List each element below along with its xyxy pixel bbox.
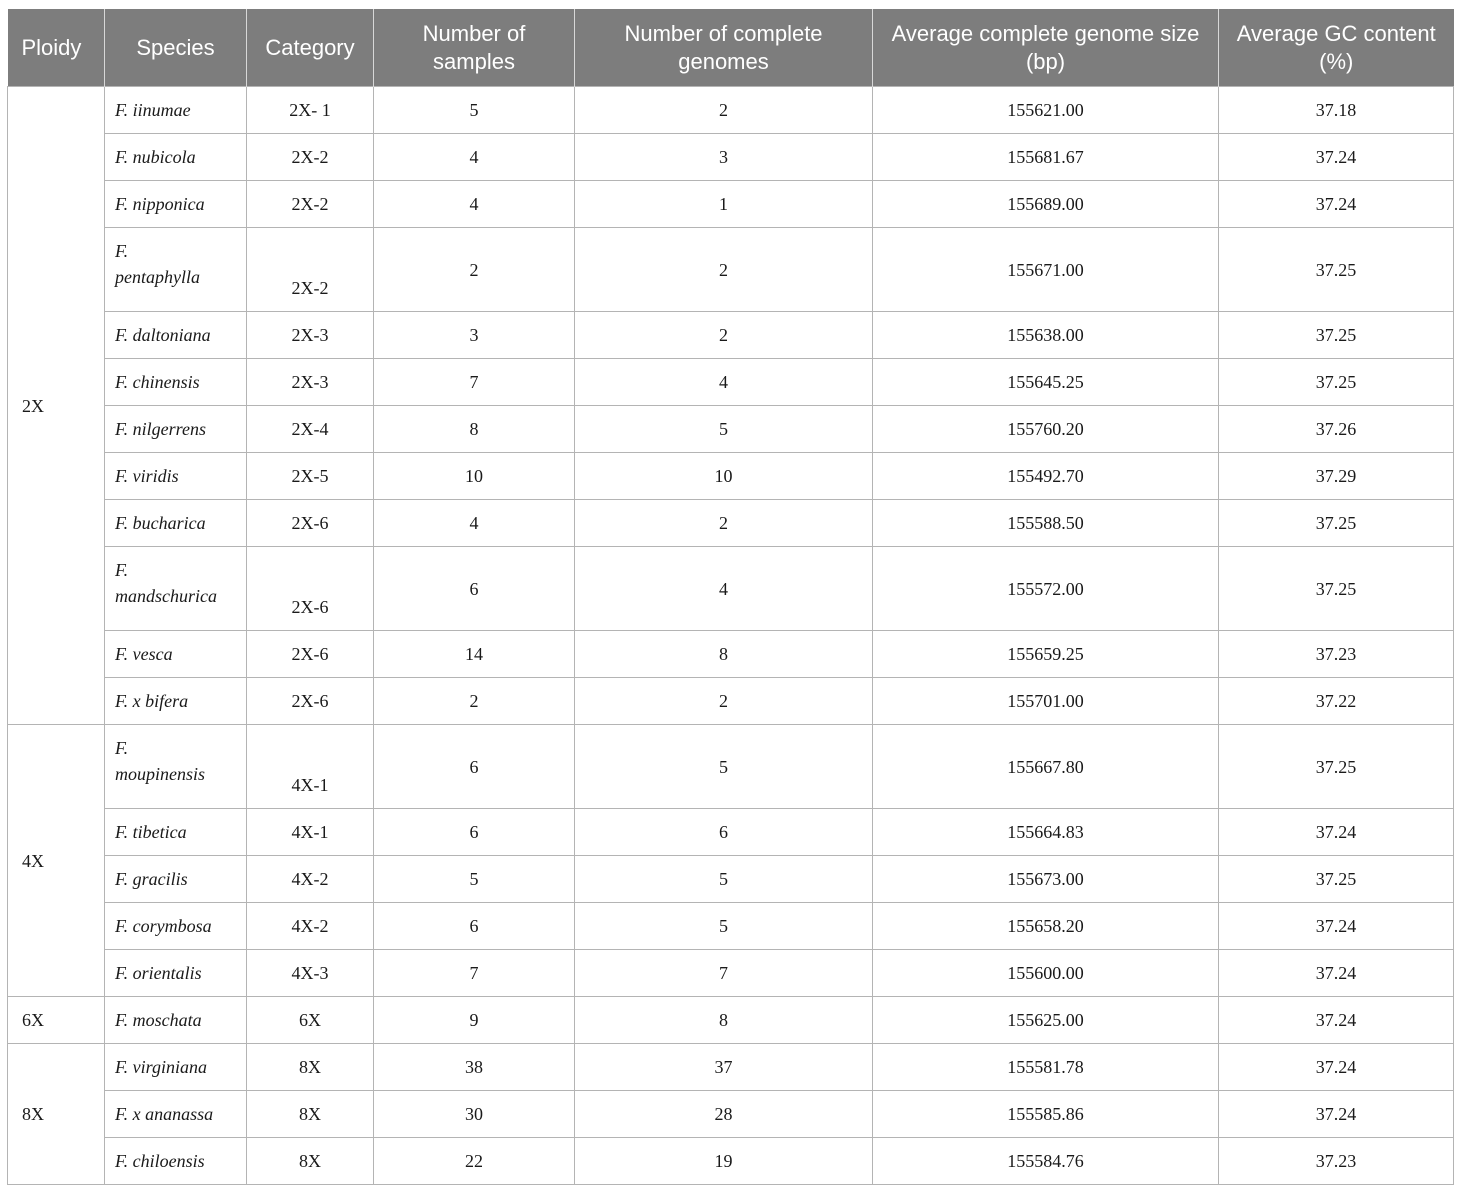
species-cell: F. tibetica xyxy=(105,809,247,856)
genomes-cell: 5 xyxy=(575,725,873,809)
table-row xyxy=(8,547,1454,631)
genomes-cell: 5 xyxy=(575,903,873,950)
gc-content-cell: 37.26 xyxy=(1219,406,1454,453)
gc-content-cell: 37.25 xyxy=(1219,856,1454,903)
genomes-cell: 6 xyxy=(575,809,873,856)
genomes-cell: 10 xyxy=(575,453,873,500)
genome-size-cell: 155673.00 xyxy=(873,856,1219,903)
gc-content-cell: 37.24 xyxy=(1219,181,1454,228)
table-row xyxy=(8,87,1454,134)
species-cell: F. daltoniana xyxy=(105,312,247,359)
genome-size-cell: 155600.00 xyxy=(873,950,1219,997)
species-cell: F. viridis xyxy=(105,453,247,500)
header-category: Category xyxy=(247,9,374,87)
genome-size-cell: 155581.78 xyxy=(873,1044,1219,1091)
table-row xyxy=(8,997,1454,1044)
genome-size-cell: 155645.25 xyxy=(873,359,1219,406)
samples-cell: 9 xyxy=(374,997,575,1044)
species-cell: F. virginiana xyxy=(105,1044,247,1091)
table-row xyxy=(8,453,1454,500)
genomes-cell: 4 xyxy=(575,547,873,631)
species-cell: F. chinensis xyxy=(105,359,247,406)
samples-cell: 38 xyxy=(374,1044,575,1091)
gc-content-cell: 37.25 xyxy=(1219,312,1454,359)
table-row xyxy=(8,725,1454,809)
species-cell: F. vesca xyxy=(105,631,247,678)
species-line: F. xyxy=(115,738,129,758)
genome-size-cell: 155588.50 xyxy=(873,500,1219,547)
table-row xyxy=(8,678,1454,725)
gc-content-cell: 37.22 xyxy=(1219,678,1454,725)
category-cell: 2X-4 xyxy=(247,406,374,453)
samples-cell: 6 xyxy=(374,547,575,631)
genome-size-cell: 155689.00 xyxy=(873,181,1219,228)
header-row xyxy=(8,9,1454,87)
species-cell: F. orientalis xyxy=(105,950,247,997)
gc-content-cell: 37.18 xyxy=(1219,87,1454,134)
table-row xyxy=(8,500,1454,547)
category-cell: 8X xyxy=(247,1091,374,1138)
genome-size-cell: 155658.20 xyxy=(873,903,1219,950)
gc-content-cell: 37.24 xyxy=(1219,809,1454,856)
category-cell: 2X-3 xyxy=(247,312,374,359)
gc-content-cell: 37.25 xyxy=(1219,228,1454,312)
species-cell xyxy=(105,547,247,631)
genome-size-cell: 155584.76 xyxy=(873,1138,1219,1185)
gc-content-cell: 37.24 xyxy=(1219,903,1454,950)
gc-content-cell: 37.25 xyxy=(1219,725,1454,809)
samples-cell: 5 xyxy=(374,87,575,134)
category-cell: 2X-6 xyxy=(247,500,374,547)
genome-size-cell: 155760.20 xyxy=(873,406,1219,453)
table-row xyxy=(8,134,1454,181)
table-row xyxy=(8,1138,1454,1185)
category-cell: 2X-5 xyxy=(247,453,374,500)
genomes-cell: 4 xyxy=(575,359,873,406)
table-row xyxy=(8,1091,1454,1138)
table-row xyxy=(8,406,1454,453)
table-row xyxy=(8,359,1454,406)
genomes-cell: 3 xyxy=(575,134,873,181)
species-cell xyxy=(105,228,247,312)
category-cell: 8X xyxy=(247,1044,374,1091)
genomes-cell: 5 xyxy=(575,406,873,453)
genomes-cell: 8 xyxy=(575,631,873,678)
category-cell: 4X-2 xyxy=(247,903,374,950)
category-cell: 2X-6 xyxy=(247,678,374,725)
species-cell: F. nilgerrens xyxy=(105,406,247,453)
genomes-cell: 2 xyxy=(575,312,873,359)
gc-content-cell: 37.24 xyxy=(1219,1091,1454,1138)
species-line: moupinensis xyxy=(115,764,205,784)
samples-cell: 2 xyxy=(374,228,575,312)
table-row xyxy=(8,950,1454,997)
genomes-cell: 19 xyxy=(575,1138,873,1185)
genome-size-cell: 155701.00 xyxy=(873,678,1219,725)
samples-cell: 2 xyxy=(374,678,575,725)
species-cell: F. gracilis xyxy=(105,856,247,903)
samples-cell: 6 xyxy=(374,903,575,950)
table-row xyxy=(8,228,1454,312)
genome-size-cell: 155572.00 xyxy=(873,547,1219,631)
species-cell: F. moschata xyxy=(105,997,247,1044)
category-cell: 2X-2 xyxy=(247,181,374,228)
ploidy-cell: 8X xyxy=(8,1044,105,1185)
genome-size-cell: 155625.00 xyxy=(873,997,1219,1044)
gc-content-cell: 37.23 xyxy=(1219,1138,1454,1185)
samples-cell: 10 xyxy=(374,453,575,500)
table-row xyxy=(8,1044,1454,1091)
genome-size-cell: 155585.86 xyxy=(873,1091,1219,1138)
category-cell: 2X-2 xyxy=(247,228,374,312)
gc-content-cell: 37.24 xyxy=(1219,997,1454,1044)
header-samples: Number of samples xyxy=(374,9,575,87)
category-cell: 2X- 1 xyxy=(247,87,374,134)
samples-cell: 7 xyxy=(374,950,575,997)
gc-content-cell: 37.24 xyxy=(1219,950,1454,997)
gc-content-cell: 37.25 xyxy=(1219,500,1454,547)
genome-size-cell: 155492.70 xyxy=(873,453,1219,500)
species-cell: F. iinumae xyxy=(105,87,247,134)
category-cell: 2X-2 xyxy=(247,134,374,181)
table-row xyxy=(8,809,1454,856)
category-cell: 4X-1 xyxy=(247,725,374,809)
genomes-cell: 2 xyxy=(575,500,873,547)
header-ploidy: Ploidy xyxy=(8,9,105,87)
species-line: F. xyxy=(115,560,129,580)
category-cell: 2X-6 xyxy=(247,631,374,678)
table-body xyxy=(8,87,1454,1185)
samples-cell: 4 xyxy=(374,134,575,181)
species-line: F. xyxy=(115,241,129,261)
samples-cell: 6 xyxy=(374,809,575,856)
gc-content-cell: 37.25 xyxy=(1219,359,1454,406)
species-cell: F. nipponica xyxy=(105,181,247,228)
ploidy-cell: 6X xyxy=(8,997,105,1044)
category-cell: 4X-2 xyxy=(247,856,374,903)
gc-content-cell: 37.23 xyxy=(1219,631,1454,678)
gc-content-cell: 37.24 xyxy=(1219,134,1454,181)
genomes-cell: 8 xyxy=(575,997,873,1044)
species-line: pentaphylla xyxy=(115,267,200,287)
species-line: mandschurica xyxy=(115,586,217,606)
species-cell xyxy=(105,725,247,809)
genomes-cell: 28 xyxy=(575,1091,873,1138)
samples-cell: 3 xyxy=(374,312,575,359)
category-cell: 6X xyxy=(247,997,374,1044)
genomes-cell: 1 xyxy=(575,181,873,228)
genomes-cell: 2 xyxy=(575,87,873,134)
samples-cell: 4 xyxy=(374,500,575,547)
ploidy-cell: 2X xyxy=(8,87,105,725)
category-cell: 8X xyxy=(247,1138,374,1185)
category-cell: 2X-3 xyxy=(247,359,374,406)
genome-size-cell: 155681.67 xyxy=(873,134,1219,181)
category-cell: 2X-6 xyxy=(247,547,374,631)
genomes-cell: 5 xyxy=(575,856,873,903)
genome-size-cell: 155671.00 xyxy=(873,228,1219,312)
gc-content-cell: 37.25 xyxy=(1219,547,1454,631)
species-cell: F. x ananassa xyxy=(105,1091,247,1138)
table-row xyxy=(8,181,1454,228)
samples-cell: 22 xyxy=(374,1138,575,1185)
header-genome-size: Average complete genome size (bp) xyxy=(873,9,1219,87)
table-row xyxy=(8,312,1454,359)
header-complete-genomes: Number of complete genomes xyxy=(575,9,873,87)
samples-cell: 5 xyxy=(374,856,575,903)
ploidy-cell: 4X xyxy=(8,725,105,997)
samples-cell: 8 xyxy=(374,406,575,453)
table-row xyxy=(8,856,1454,903)
genome-size-cell: 155621.00 xyxy=(873,87,1219,134)
genome-size-cell: 155667.80 xyxy=(873,725,1219,809)
species-cell: F. corymbosa xyxy=(105,903,247,950)
genome-table xyxy=(7,9,1454,1185)
header-species: Species xyxy=(105,9,247,87)
species-cell: F. x bifera xyxy=(105,678,247,725)
gc-content-cell: 37.29 xyxy=(1219,453,1454,500)
category-cell: 4X-1 xyxy=(247,809,374,856)
samples-cell: 6 xyxy=(374,725,575,809)
samples-cell: 4 xyxy=(374,181,575,228)
genome-size-cell: 155638.00 xyxy=(873,312,1219,359)
category-cell: 4X-3 xyxy=(247,950,374,997)
samples-cell: 30 xyxy=(374,1091,575,1138)
gc-content-cell: 37.24 xyxy=(1219,1044,1454,1091)
species-cell: F. bucharica xyxy=(105,500,247,547)
table-row xyxy=(8,903,1454,950)
samples-cell: 7 xyxy=(374,359,575,406)
genomes-cell: 2 xyxy=(575,678,873,725)
genome-size-cell: 155659.25 xyxy=(873,631,1219,678)
samples-cell: 14 xyxy=(374,631,575,678)
genome-size-cell: 155664.83 xyxy=(873,809,1219,856)
table-row xyxy=(8,631,1454,678)
genomes-cell: 7 xyxy=(575,950,873,997)
species-cell: F. chiloensis xyxy=(105,1138,247,1185)
species-cell: F. nubicola xyxy=(105,134,247,181)
genomes-cell: 37 xyxy=(575,1044,873,1091)
header-gc-content: Average GC content (%) xyxy=(1219,9,1454,87)
genomes-cell: 2 xyxy=(575,228,873,312)
